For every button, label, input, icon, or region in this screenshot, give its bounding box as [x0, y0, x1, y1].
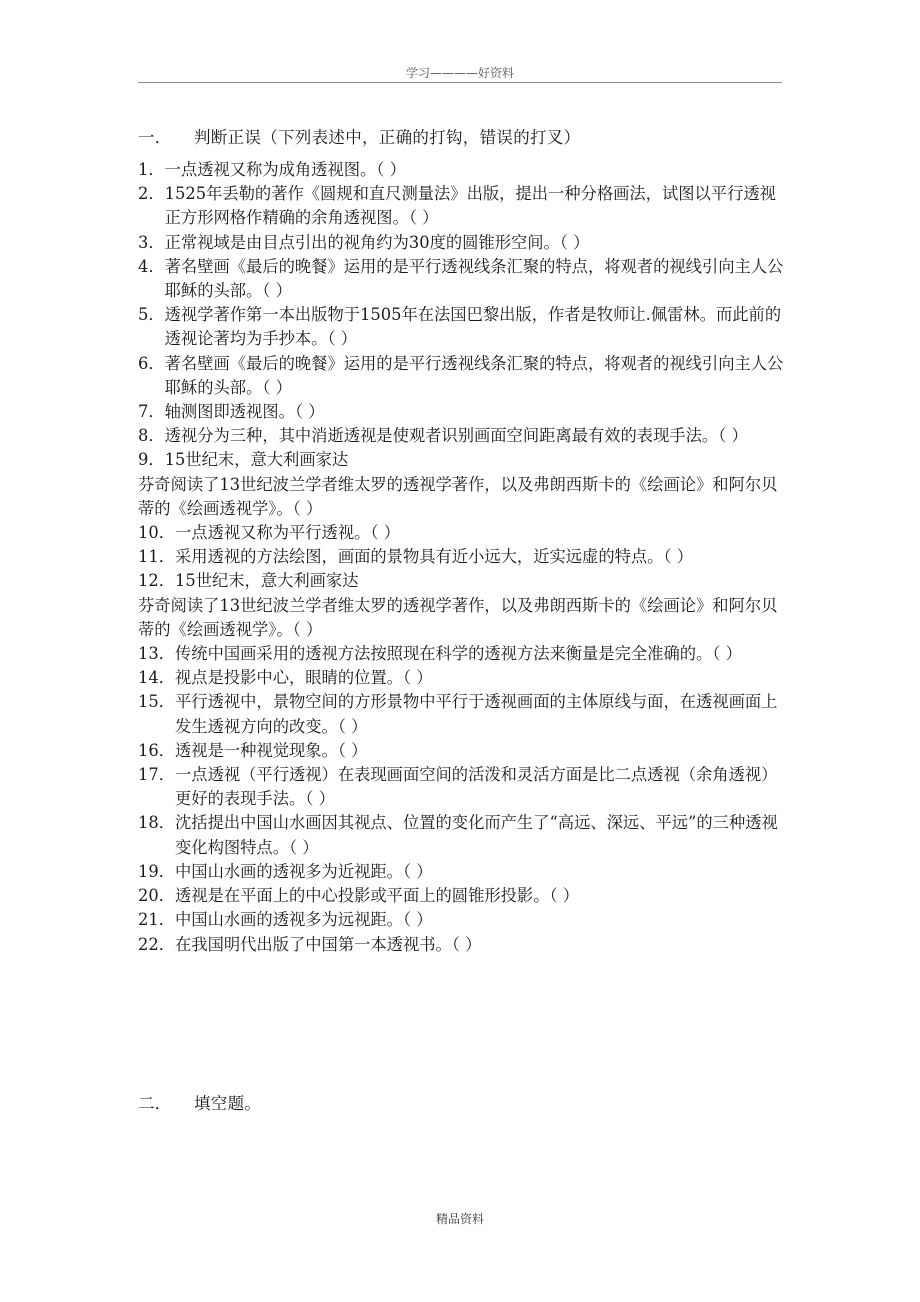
question-item [138, 642, 786, 666]
question-item [138, 352, 786, 400]
question-text: 透视学著作第一本出版物于1505年在法国巴黎出版，作者是牧师让.佩雷林。而此前的透视论著均为手抄本。（ ） [164, 305, 782, 349]
question-text: 中国山水画的透视多为近视距。（ ） [175, 861, 433, 881]
question-text: 沈括提出中国山水画因其视点、位置的变化而产生了“高远、深远、平远”的三种透视变化构图特点。（ ） [175, 813, 778, 857]
question-text: 一点透视又称为平行透视。（ ） [175, 523, 400, 543]
question-text: 正常视域是由目点引出的视角约为30度的圆锥形空间。（ ） [164, 232, 590, 252]
question-text: 视点是投影中心，眼睛的位置。（ ） [175, 668, 433, 688]
question-number: 14． [138, 668, 175, 688]
question-number: 1． [138, 160, 165, 179]
question-number: 8． [138, 426, 165, 446]
section-1-title: 判断正误（下列表述中，正确的打钩，错误的打叉） [194, 128, 581, 147]
header-divider [138, 82, 782, 83]
question-item [138, 666, 786, 690]
question-item [138, 763, 786, 811]
question-text: 1525年丢勒的著作《圆规和直尺测量法》出版，提出一种分格画法，试图以平行透视正方形网格作精确的余角透视图。（ ） [164, 184, 776, 228]
question-item [138, 400, 786, 424]
page-header: 学习————好资料 [405, 66, 514, 80]
question-text: 一点透视（平行透视）在表现画面空间的活泼和灵活方面是比二点透视（余角透视）更好的表现手法。（ ） [175, 765, 778, 809]
question-item [138, 569, 786, 593]
question-text: 芬奇阅读了13世纪波兰学者维太罗的透视学著作，以及弗朗西斯卡的《绘画论》和阿尔贝蒂的《绘画透视学》。（ ） [138, 474, 778, 518]
question-text: 15世纪末，意大利画家达 [175, 571, 359, 591]
question-number: 10． [138, 523, 175, 543]
question-text: 透视是一种视觉现象。（ ） [175, 740, 368, 760]
question-item [138, 933, 786, 957]
question-text: 著名壁画《最后的晚餐》运用的是平行透视线条汇聚的特点，将观者的视线引向主人公耶稣的头部。（ ） [164, 256, 784, 301]
question-text: 在我国明代出版了中国第一本透视书。（ ） [175, 934, 482, 954]
question-number: 15． [138, 692, 175, 712]
question-text: 轴测图即透视图。（ ） [164, 402, 325, 422]
question-item [138, 158, 786, 182]
question-text: 平行透视中，景物空间的方形景物中平行于透视画面的主体原线与面，在透视画面上发生透视方向的改变。（ ） [175, 692, 778, 736]
question-number: 5． [138, 305, 165, 325]
question-text: 15世纪末，意大利画家达 [164, 450, 349, 470]
question-number: 13． [138, 644, 175, 664]
question-number: 2． [138, 184, 165, 204]
question-text: 著名壁画《最后的晚餐》运用的是平行透视线条汇聚的特点，将观者的视线引向主人公耶稣的头部。（ ） [164, 353, 784, 397]
question-number: 11． [138, 547, 175, 567]
question-text: 芬奇阅读了13世纪波兰学者维太罗的透视学著作，以及弗朗西斯卡的《绘画论》和阿尔贝蒂的《绘画透视学》。（ ） [138, 595, 778, 639]
question-item [138, 231, 786, 255]
question-item [138, 303, 786, 351]
question-item [138, 545, 786, 569]
question-text: 透视是在平面上的中心投影或平面上的圆锥形投影。（ ） [175, 886, 580, 906]
question-number: 12． [138, 571, 175, 591]
section-2-number: 二． [138, 1094, 172, 1113]
question-item [138, 182, 786, 230]
question-number: 16． [138, 740, 175, 760]
question-item [138, 739, 786, 763]
question-number: 3． [138, 232, 165, 252]
question-item [138, 448, 786, 472]
section-2-heading [138, 1090, 261, 1114]
question-text: 一点透视又称为成角透视图。（ ） [164, 160, 406, 179]
question-item [138, 884, 786, 908]
question-item [138, 424, 786, 448]
question-item [138, 255, 786, 303]
question-item [138, 594, 786, 642]
question-number: 17． [138, 765, 175, 785]
question-text: 透视分为三种，其中消逝透视是使观者识别画面空间距离最有效的表现手法。（ ） [164, 426, 748, 446]
question-number: 18． [138, 813, 175, 833]
question-item [138, 473, 786, 521]
question-number: 9． [138, 450, 165, 470]
question-item [138, 521, 786, 545]
question-text: 中国山水画的透视多为远视距。（ ） [175, 910, 433, 930]
question-number: 6． [138, 353, 165, 373]
section-1-heading [138, 124, 580, 148]
question-text: 传统中国画采用的透视方法按照现在科学的透视方法来衡量是完全准确的。（ ） [175, 644, 742, 664]
question-number: 20． [138, 886, 175, 906]
page-footer: 精品资料 [435, 1212, 484, 1226]
section-1-number: 一． [138, 128, 172, 147]
question-item [138, 860, 786, 884]
question-list [138, 158, 786, 957]
question-item [138, 690, 786, 738]
question-number: 22． [138, 934, 175, 954]
section-2-title: 填空题。 [194, 1094, 262, 1113]
question-item [138, 908, 786, 932]
question-number: 21． [138, 910, 175, 930]
question-item [138, 811, 786, 859]
question-number: 4． [138, 256, 165, 276]
question-number: 19． [138, 861, 175, 881]
question-text: 采用透视的方法绘图，画面的景物具有近小远大，近实远虚的特点。（ ） [175, 547, 694, 567]
question-number: 7． [138, 402, 165, 422]
